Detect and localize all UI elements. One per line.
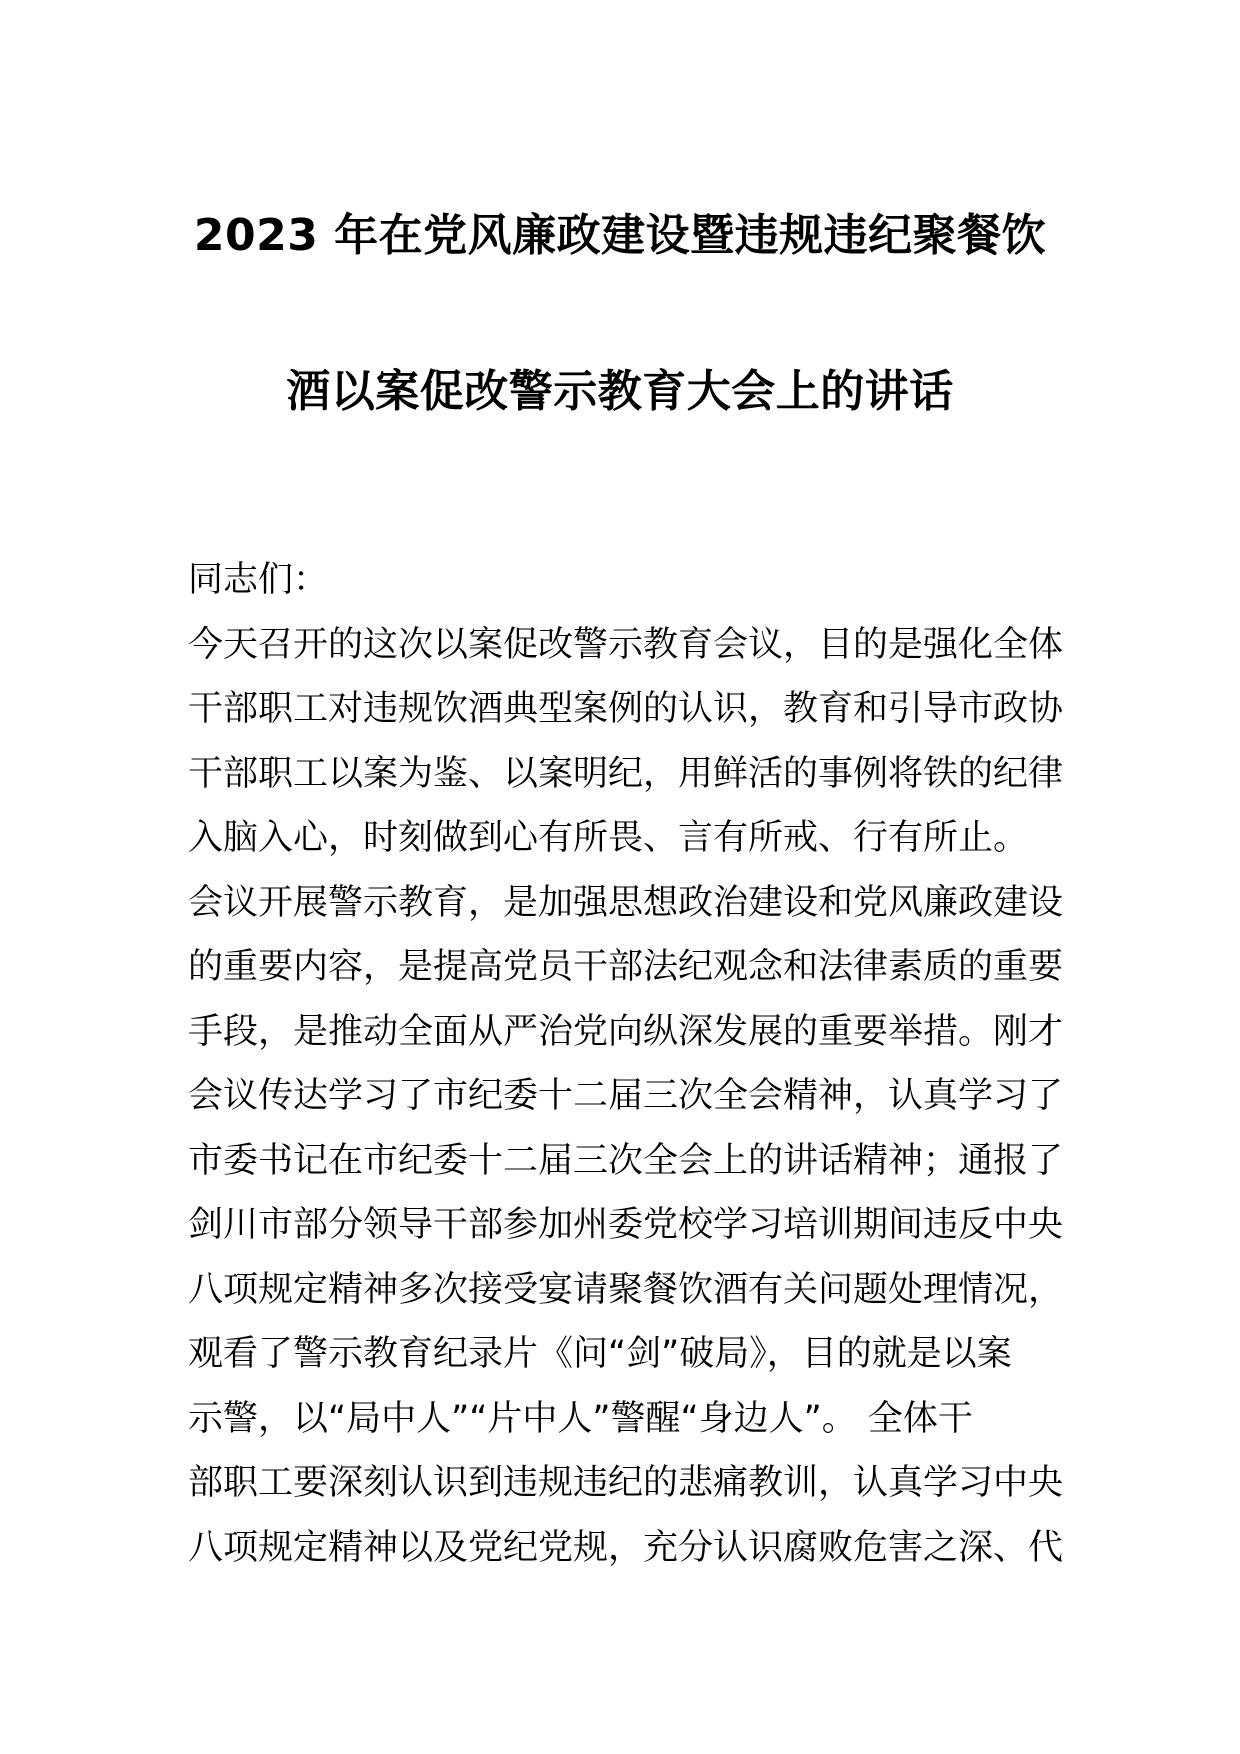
body-line: 手段，是推动全面从严治党向纵深发展的重要举措。刚才 xyxy=(188,1011,1064,1052)
body-line: 剑川市部分领导干部参加州委党校学习培训期间违反中央 xyxy=(188,1205,1064,1245)
body-line: 干部职工以案为鉴、以案明纪，用鲜活的事例将铁的纪律 xyxy=(188,753,1064,794)
document-body xyxy=(188,548,1068,1580)
salutation: 同志们： xyxy=(188,560,329,600)
body-line: 示警，以“局中人”“片中人”警醒“身边人”。 全体干 xyxy=(188,1398,973,1439)
document-title-line-2: 酒以案促改警示教育大会上的讲话 xyxy=(286,366,954,417)
body-line: 市委书记在市纪委十二届三次全会上的讲话精神；通报了 xyxy=(188,1140,1064,1181)
body-line: 会议开展警示教育，是加强思想政治建设和党风廉政建设 xyxy=(188,882,1064,923)
body-line: 部职工要深刻认识到违规违纪的悲痛教训，认真学习中央 xyxy=(188,1463,1064,1503)
body-line: 八项规定精神多次接受宴请聚餐饮酒有关问题处理情况， xyxy=(188,1269,1064,1310)
body-line: 会议传达学习了市纪委十二届三次全会精神，认真学习了 xyxy=(188,1076,1064,1116)
body-line: 入脑入心，时刻做到心有所畏、言有所戒、行有所止。 xyxy=(188,818,1029,858)
body-line: 观看了警示教育纪录片《问“剑”破局》，目的就是以案 xyxy=(188,1334,1012,1374)
body-line: 八项规定精神以及党纪党规，充分认识腐败危害之深、代 xyxy=(188,1527,1064,1568)
body-line: 的重要内容，是提高党员干部法纪观念和法律素质的重要 xyxy=(188,947,1064,987)
body-line: 干部职工对违规饮酒典型案例的认识，教育和引导市政协 xyxy=(188,689,1064,729)
document-title-line-1: 2023 年在党风廉政建设暨违规违纪聚餐饮 xyxy=(193,210,1047,261)
body-line: 今天召开的这次以案促改警示教育会议，目的是强化全体 xyxy=(188,624,1064,665)
